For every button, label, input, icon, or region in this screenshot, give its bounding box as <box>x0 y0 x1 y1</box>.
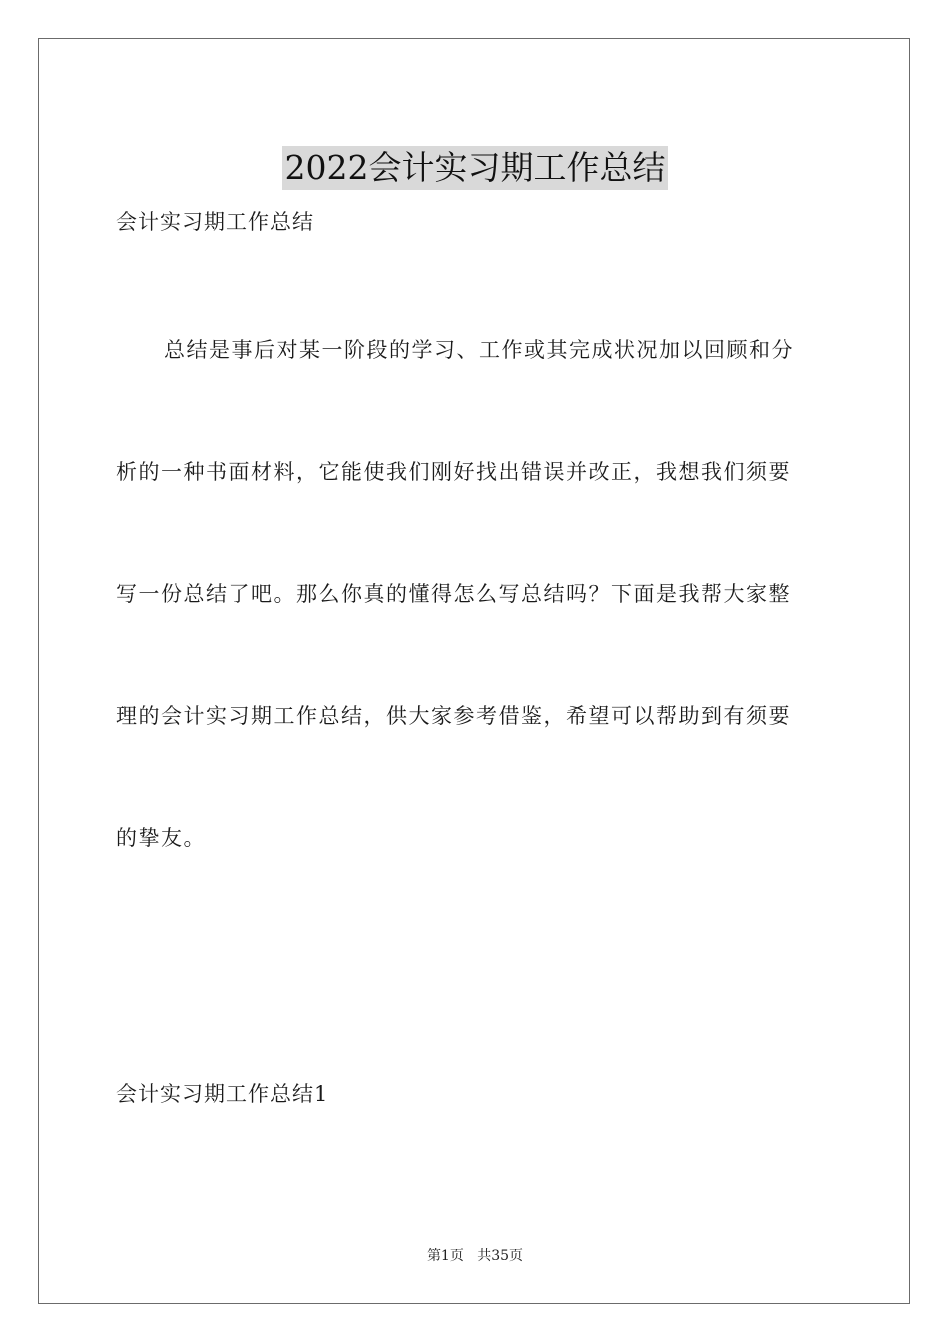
paragraph-line: 的挚友。 <box>116 826 206 850</box>
title-container <box>0 124 950 212</box>
page-footer <box>0 1246 950 1266</box>
section-heading: 会计实习期工作总结1 <box>116 1082 329 1106</box>
paragraph-line: 总结是事后对某一阶段的学习、工作或其完成状况加以回顾和分 <box>164 338 794 362</box>
document-subtitle: 会计实习期工作总结 <box>116 210 314 234</box>
paragraph-line: 理的会计实习期工作总结，供大家参考借鉴，希望可以帮助到有须要 <box>116 704 791 728</box>
paragraph-line: 析的一种书面材料，它能使我们刚好找出错误并改正，我想我们须要 <box>116 460 791 484</box>
document-title: 2022会计实习期工作总结 <box>282 146 669 190</box>
footer-spacer <box>464 1248 477 1264</box>
total-pages: 共35页 <box>477 1248 524 1264</box>
paragraph-line: 写一份总结了吧。那么你真的懂得怎么写总结吗？下面是我帮大家整 <box>116 582 791 606</box>
page-number: 第1页 <box>426 1248 464 1264</box>
